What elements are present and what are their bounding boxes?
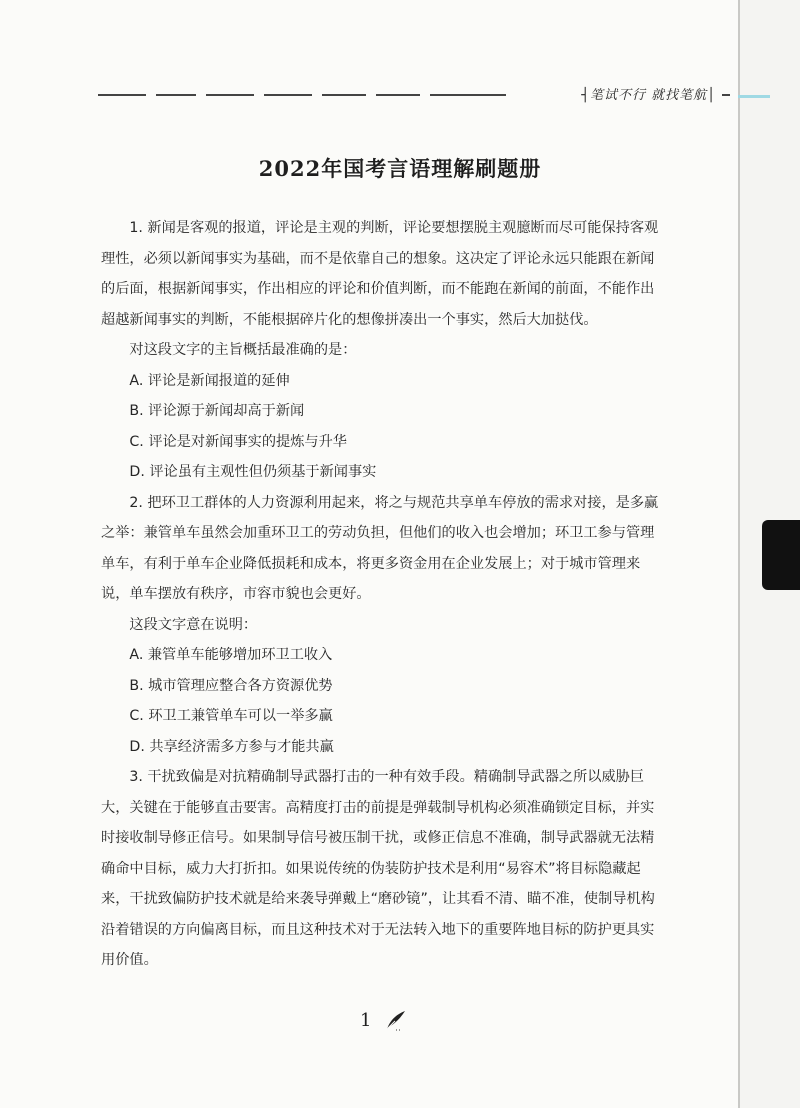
feather-pen-icon	[384, 1008, 408, 1032]
header-slogan: ┤笔试不行 就找笔航│	[581, 88, 716, 103]
option-b: B. 城市管理应整合各方资源优势	[129, 677, 333, 694]
header-rule-segment	[376, 94, 420, 96]
page-number: 1	[360, 1010, 372, 1031]
question-list	[101, 213, 661, 976]
option-c: C. 环卫工兼管单车可以一举多赢	[129, 708, 333, 724]
option-a: A. 评论是新闻报道的延伸	[129, 372, 290, 389]
question-stem: 1. 新闻是客观的报道，评论是主观的判断，评论要想摆脱主观臆断而尽可能保持客观理性，必须以新闻事实为基础，而不是依靠自己的想象。这决定了评论永远只能跟在新闻的后面，根据新闻事实，作出相应的评论和价值判断，而不能跑在新闻的前面，不能作出超越新闻事实的判断，不能根据碎片化的想像拼凑出一个事实，然后大加挞伐。	[101, 220, 659, 328]
question-prompt: 这段文字意在说明：	[129, 616, 258, 633]
cyan-index-tab	[738, 95, 770, 98]
header-rule-segment	[322, 94, 366, 96]
header-rule-segment	[206, 94, 254, 96]
header-rule-segment	[156, 94, 196, 96]
question-stem: 2. 把环卫工群体的人力资源利用起来，将之与规范共享单车停放的需求对接，是多赢之举：兼管单车虽然会加重环卫工的劳动负担，但他们的收入也会增加；环卫工参与管理单车，有利于单车企业降低损耗和成本，将更多资金用在企业发展上；对于城市管理来说，单车摆放有秩序，市容市貌也会更好。	[101, 494, 659, 602]
option-a: A. 兼管单车能够增加环卫工收入	[129, 647, 333, 663]
dark-index-tab	[762, 520, 800, 590]
option-b: B. 评论源于新闻却高于新闻	[129, 403, 305, 419]
question-stem: 3. 干扰致偏是对抗精确制导武器打击的一种有效手段。精确制导武器之所以威胁巨大，关键在于能够直击要害。高精度打击的前提是弹载制导机构必须准确锁定目标，并实时接收制导修正信号。如果制导信号被压制干扰，或修正信息不准确，制导武器就无法精确命中目标，威力大打折扣。如果说传统的伪装防护技术是利用“易容术”将目标隐藏起来，干扰致偏防护技术就是给来袭导弹戴上“磨砂镜”，让其看不清、瞄不准，使制导机构沿着错误的方向偏离目标，而且这种技术对于无法转入地下的重要阵地目标的防护更具实用价值。	[101, 769, 655, 968]
header-rule-end	[722, 94, 730, 96]
option-d: D. 共享经济需多方参与才能共赢	[129, 738, 334, 755]
question-prompt: 对这段文字的主旨概括最准确的是：	[129, 342, 357, 358]
page-title: 2022年国考言语理解刷题册	[258, 156, 542, 181]
option-c: C. 评论是对新闻事实的提炼与升华	[129, 433, 347, 450]
page-header	[98, 82, 730, 106]
header-rule-segment	[430, 94, 506, 96]
option-d: D. 评论虽有主观性但仍须基于新闻事实	[129, 464, 377, 480]
header-rule-segment	[98, 94, 146, 96]
header-rule-segment	[264, 94, 312, 96]
header-slogan-text: 笔试不行 就找笔航	[590, 88, 708, 103]
